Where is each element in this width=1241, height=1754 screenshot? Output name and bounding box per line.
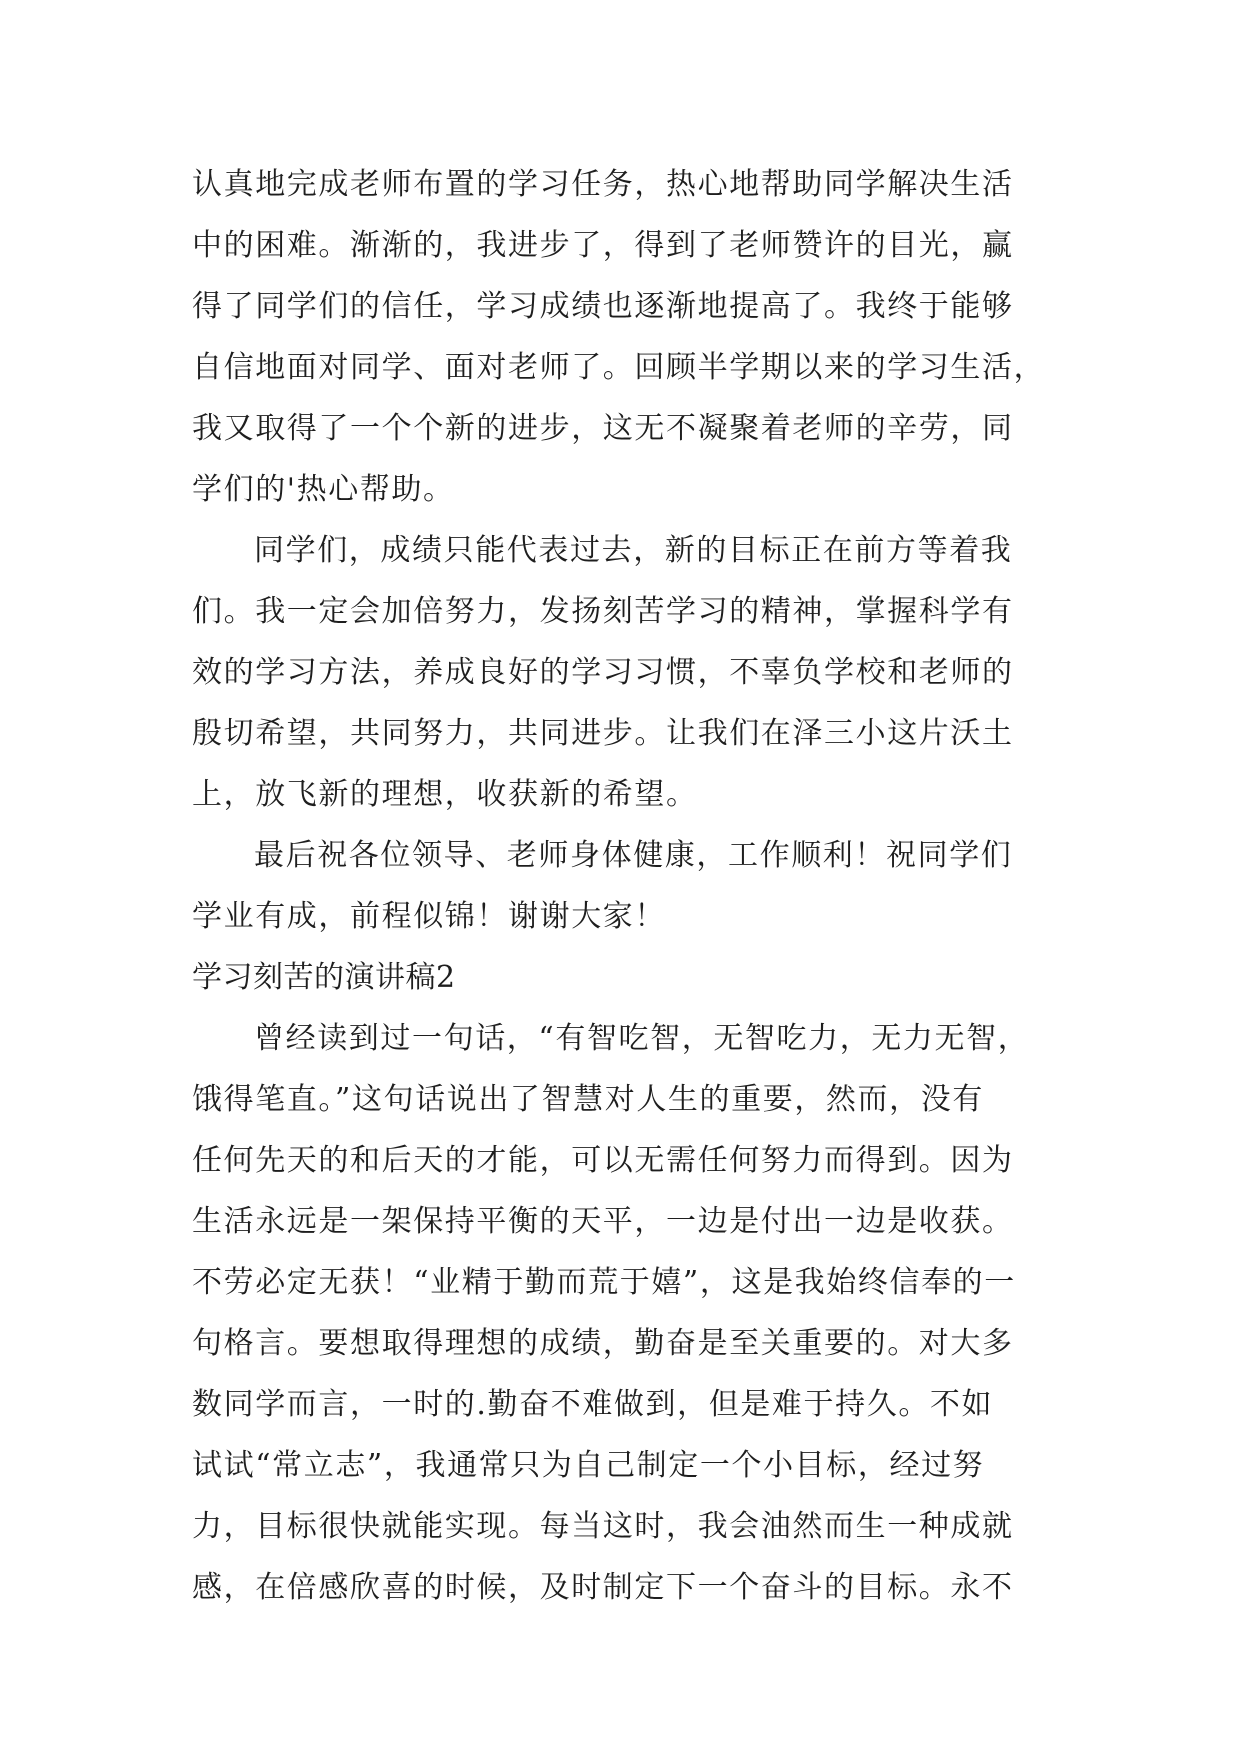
text-line: 得了同学们的信任，学习成绩也逐渐地提高了。我终于能够 [192, 289, 1014, 324]
paragraph-start-line: 曾经读到过一句话，“有智吃智，无智吃力，无力无智， [254, 1021, 1030, 1056]
text-line: 学业有成，前程似锦！谢谢大家！ [192, 899, 666, 934]
text-line: 学们的'热心帮助。 [192, 472, 455, 507]
text-line: 生活永远是一架保持平衡的天平，一边是付出一边是收获。 [192, 1204, 1014, 1239]
text-line: 不劳必定无获！“业精于勤而荒于嬉”，这是我始终信奉的一 [192, 1265, 1016, 1300]
text-line: 句格言。要想取得理想的成绩，勤奋是至关重要的。对大多 [192, 1326, 1014, 1361]
text-line: 效的学习方法，养成良好的学习习惯，不辜负学校和老师的 [192, 655, 1014, 690]
text-line: 上，放飞新的理想，收获新的希望。 [192, 777, 698, 812]
paragraph-start-line: 同学们，成绩只能代表过去，新的目标正在前方等着我 [254, 533, 1013, 568]
text-line: 力，目标很快就能实现。每当这时，我会油然而生一种成就 [192, 1509, 1014, 1544]
text-line: 我又取得了一个个新的进步，这无不凝聚着老师的辛劳，同 [192, 411, 1014, 446]
text-line: 中的困难。渐渐的，我进步了，得到了老师赞许的目光，赢 [192, 228, 1014, 263]
text-line: 任何先天的和后天的才能，可以无需任何努力而得到。因为 [192, 1143, 1014, 1178]
text-line: 饿得笔直。”这句话说出了智慧对人生的重要，然而，没有 [192, 1082, 984, 1117]
text-line: 数同学而言，一时的.勤奋不难做到，但是难于持久。不如 [192, 1387, 994, 1422]
text-line: 殷切希望，共同努力，共同进步。让我们在泽三小这片沃土 [192, 716, 1014, 751]
text-line: 们。我一定会加倍努力，发扬刻苦学习的精神，掌握科学有 [192, 594, 1014, 629]
text-line: 试试“常立志”，我通常只为自己制定一个小目标，经过努 [192, 1448, 985, 1483]
text-line: 认真地完成老师布置的学习任务，热心地帮助同学解决生活 [192, 167, 1014, 202]
text-line: 自信地面对同学、面对老师了。回顾半学期以来的学习生活， [192, 350, 1046, 385]
paragraph-start-line: 最后祝各位领导、老师身体健康，工作顺利！祝同学们 [254, 838, 1013, 873]
text-line: 感，在倍感欣喜的时候，及时制定下一个奋斗的目标。永不 [192, 1570, 1014, 1605]
section-heading: 学习刻苦的演讲稿2 [192, 960, 456, 995]
document-body [192, 154, 1062, 1618]
